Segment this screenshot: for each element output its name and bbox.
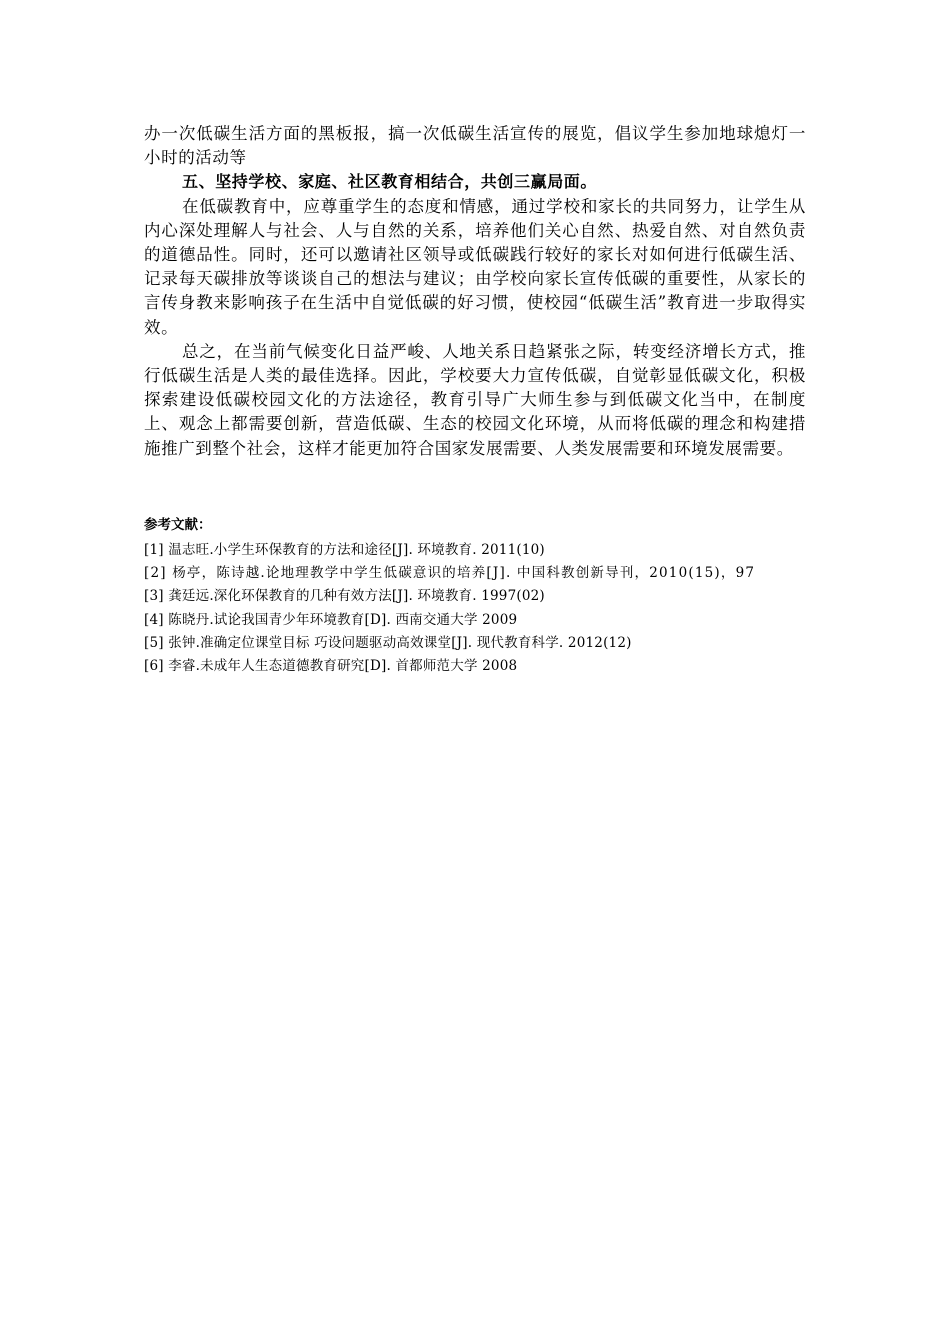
paragraph-section-5: 在低碳教育中，应尊重学生的态度和情感，通过学校和家长的共同努力，让学生从内心深处理解人与社会、人与自然的关系，培养他们关心自然、热爱自然、对自然负责的道德品性。同时，还可以邀请社区领导或低碳践行较好的家长对如何进行低碳生活、记录每天碳排放等谈谈自己的想法与建议；由学校向家长宣传低碳的重要性，从家长的言传身教来影响孩子在生活中自觉低碳的好习惯，使校园“低碳生活”教育进一步取得实效。 [144, 196, 806, 337]
paragraph-continuation: 办一次低碳生活方面的黑板报，搞一次低碳生活宣传的展览，倡议学生参加地球熄灯一小时的活动等 [144, 124, 806, 168]
reference-item: [6] 李睿.未成年人生态道德教育研究[D]. 首都师范大学 2008 [144, 658, 518, 675]
reference-item: [1] 温志旺.小学生环保教育的方法和途径[J]. 环境教育. 2011(10) [144, 541, 545, 558]
reference-item: [5] 张钟.准确定位课堂目标 巧设问题驱动高效课堂[J]. 现代教育科学. 2012(12) [144, 635, 632, 652]
reference-item: [2] 杨亭，陈诗越.论地理教学中学生低碳意识的培养[J]. 中国科教创新导刊，2010(15)，97 [144, 565, 756, 582]
reference-item: [4] 陈晓丹.试论我国青少年环境教育[D]. 西南交通大学 2009 [144, 611, 518, 628]
references-section [144, 515, 806, 679]
section-heading-5: 五、坚持学校、家庭、社区教育相结合，共创三赢局面。 [182, 172, 598, 192]
reference-item: [3] 龚廷远.深化环保教育的几种有效方法[J]. 环境教育. 1997(02) [144, 588, 545, 605]
paragraph-conclusion: 总之，在当前气候变化日益严峻、人地关系日趋紧张之际，转变经济增长方式，推行低碳生活是人类的最佳选择。因此，学校要大力宣传低碳，自觉彰显低碳文化，积极探索建设低碳校园文化的方法途径，教育引导广大师生参与到低碳文化当中，在制度上、观念上都需要创新，营造低碳、生态的校园文化环境，从而将低碳的理念和构建措施推广到整个社会，这样才能更加符合国家发展需要、人类发展需要和环境发展需要。 [144, 341, 806, 458]
document-page [144, 122, 806, 679]
references-title: 参考文献： [144, 516, 212, 533]
